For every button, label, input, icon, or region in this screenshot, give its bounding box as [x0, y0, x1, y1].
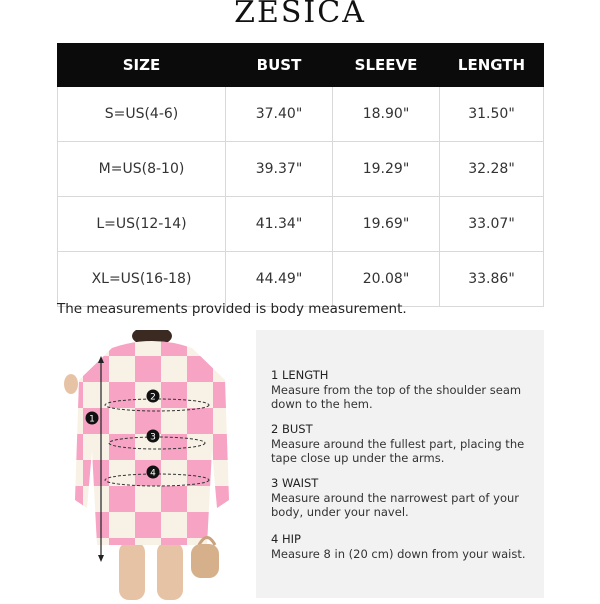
guide-length-title: 1 LENGTH	[271, 368, 329, 382]
guide-bust-title: 2 BUST	[271, 422, 313, 436]
size-chart-table	[57, 43, 544, 307]
guide-waist	[271, 476, 536, 520]
table-row	[58, 87, 544, 142]
guide-hip-text: Measure 8 in (20 cm) down from your waist.	[271, 546, 526, 561]
cell-bust: 41.34"	[226, 197, 333, 252]
table-row	[58, 252, 544, 307]
guide-waist-title: 3 WAIST	[271, 476, 319, 490]
cell-bust: 37.40"	[226, 87, 333, 142]
right-leg	[157, 542, 183, 600]
svg-text:4: 4	[150, 468, 156, 479]
marker-length	[86, 412, 99, 425]
guide-length	[271, 368, 536, 412]
table-header-row	[58, 44, 544, 87]
cell-bust: 44.49"	[226, 252, 333, 307]
hand	[64, 374, 78, 394]
length-arrow-bottom	[98, 555, 104, 562]
handbag	[191, 544, 219, 578]
cell-sleeve: 19.69"	[333, 197, 440, 252]
cell-size: S=US(4-6)	[58, 87, 226, 142]
cell-size: XL=US(16-18)	[58, 252, 226, 307]
svg-text:3: 3	[150, 432, 156, 443]
cell-size: L=US(12-14)	[58, 197, 226, 252]
guide-hip-title: 4 HIP	[271, 532, 301, 546]
svg-text:1: 1	[89, 414, 95, 425]
header-size: SIZE	[58, 44, 226, 87]
marker-hip	[147, 466, 160, 479]
measuring-guide-panel	[256, 330, 544, 598]
cell-size: M=US(8-10)	[58, 142, 226, 197]
guide-waist-text: Measure around the narrowest part of your body, under your navel.	[271, 490, 519, 519]
cell-sleeve: 19.29"	[333, 142, 440, 197]
cell-sleeve: 20.08"	[333, 252, 440, 307]
header-length: LENGTH	[440, 44, 544, 87]
header-sleeve: SLEEVE	[333, 44, 440, 87]
measurement-note: The measurements provided is body measurement.	[57, 301, 407, 317]
marker-bust	[147, 390, 160, 403]
guide-bust	[271, 422, 536, 466]
brand-logo: ZESICA	[234, 0, 366, 30]
header-bust: BUST	[226, 44, 333, 87]
guide-bust-text: Measure around the fullest part, placing the tape close up under the arms.	[271, 436, 525, 465]
guide-length-text: Measure from the top of the shoulder seam down to the hem.	[271, 382, 522, 411]
table-row	[58, 197, 544, 252]
marker-waist	[147, 430, 160, 443]
cell-length: 31.50"	[440, 87, 544, 142]
sweater-dress-illustration	[57, 330, 247, 600]
cell-sleeve: 18.90"	[333, 87, 440, 142]
guide-hip	[271, 532, 536, 561]
svg-text:2: 2	[150, 392, 156, 403]
cell-length: 33.86"	[440, 252, 544, 307]
left-leg	[119, 542, 145, 600]
cell-bust: 39.37"	[226, 142, 333, 197]
table-row	[58, 142, 544, 197]
model-figure	[57, 330, 247, 600]
cell-length: 32.28"	[440, 142, 544, 197]
cell-length: 33.07"	[440, 197, 544, 252]
